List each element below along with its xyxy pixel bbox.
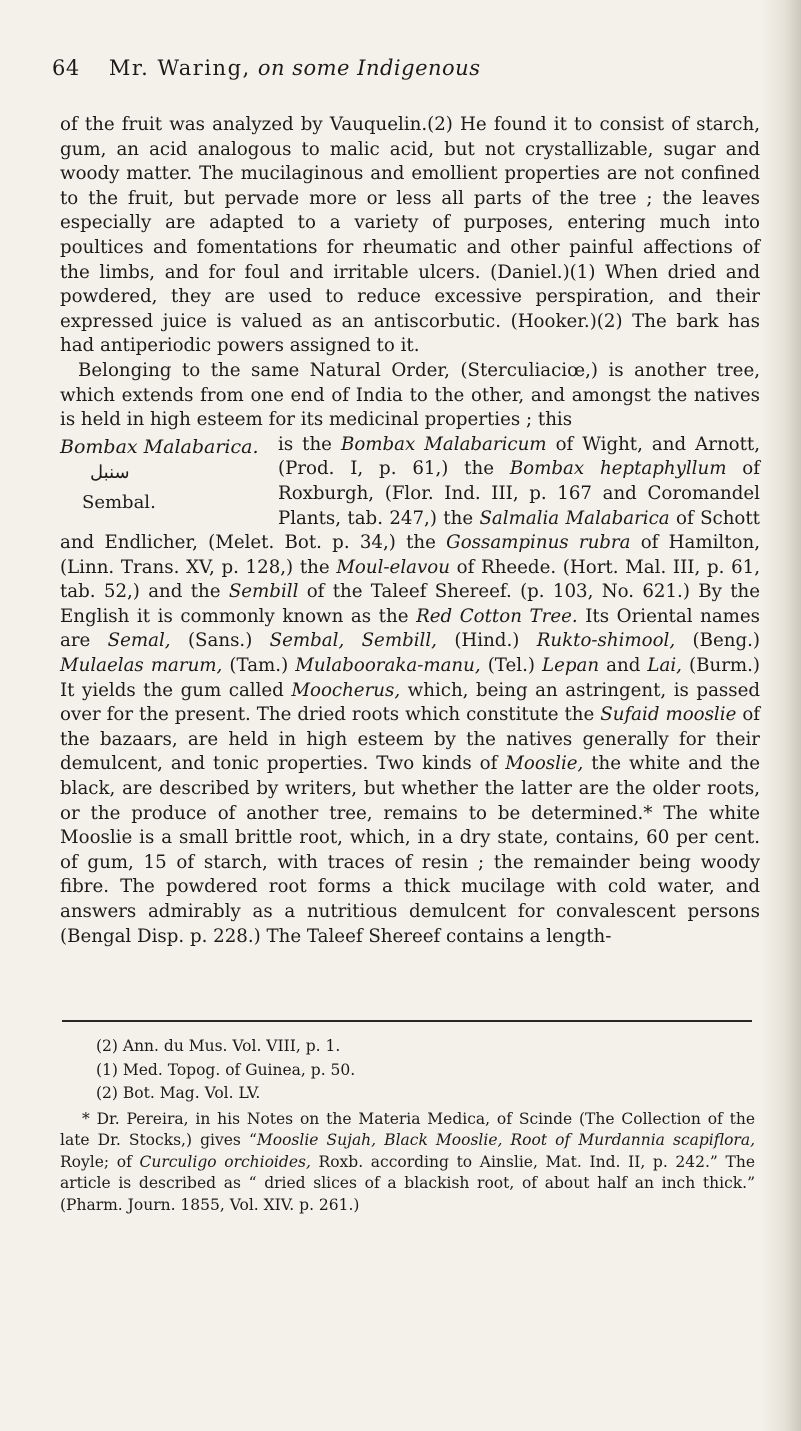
footnote-1: (2) Ann. du Mus. Vol. VIII, p. 1.: [96, 1037, 341, 1055]
running-head: [52, 56, 752, 80]
page-number: 64: [52, 56, 80, 80]
margin-note-name: Sembal.: [82, 491, 156, 513]
margin-note: [60, 435, 270, 515]
paragraph-2-intro: Belonging to the same Natural Order, (Sterculiaciœ,) is another tree, which extends from one end of India to the other, and amongst the natives is held in high esteem for its medicinal properties ; this: [60, 359, 760, 431]
paragraph-1: of the fruit was analyzed by Vauquelin.(2) He found it to consist of starch, gum, an acid analogous to malic acid, but not crystallizable, sugar and woody matter. The mucilaginous and emollient properties are not confined to the fruit, but pervade more or less all parts of the tree ; the leaves especially are adapted to a variety of purposes, entering much into poultices and fomentations for rheumatic and other painful affections of the limbs, and for foul and irritable ulcers. (Daniel.)(1) When dried and powdered, they are used to reduce excessive perspiration, and their expressed juice is valued as an antiscorbutic. (Hooker.)(2) The bark has had antiperiodic powers assigned to it.: [60, 114, 760, 357]
footnote-3: (2) Bot. Mag. Vol. LV.: [96, 1084, 261, 1102]
page-edge-shadow: [761, 0, 801, 1431]
footnote-2: (1) Med. Topog. of Guinea, p. 50.: [96, 1060, 356, 1079]
paragraph-2-body: is the Bombax Malabaricum of Wight, and Arnott, (Prod. I, p. 61,) the Bombax heptaphyllum of Roxburgh, (Flor. Ind. III, p. 167 and Coromandel Plants, tab. 247,) the Salmalia Malabarica of Schott and Endlicher, (Melet. Bot. p. 34,) the Gossampinus rubra of Hamilton, (Linn. Trans. XV, p. 128,) the Moul-elavou of Rheede. (Hort. Mal. III, p. 61, tab. 52,) and the Sembill of the Taleef Shereef. (p. 103, No. 621.) By the English it is commonly known as the Red Cotton Tree. Its Oriental names are Semal, (Sans.) Sembal, Sembill, (Hind.) Rukto-shimool, (Beng.) Mulaelas marum, (Tam.) Mulabooraka-manu, (Tel.) Lepan and Lai, (Burm.) It yields the gum called Moocherus, which, being an astringent, is passed over for the present. The dried roots which constitute the Sufaid mooslie of the bazaars, are held in high esteem by the natives generally for their demulcent, and tonic properties. Two kinds of Mooslie, the white and the black, are described by writers, but whether the latter are the older roots, or the produce of another tree, remains to be determined.* The white Mooslie is a small brittle root, which, in a dry state, contains, 60 per cent. of gum, 15 of starch, with traces of resin ; the remainder being woody fibre. The powdered root forms a thick mucilage with cold water, and answers admirably as a nutritious demulcent for convalescent persons (Bengal Disp. p. 228.) The Taleef Shereef contains a length-: [60, 433, 761, 947]
margin-note-title: Bombax Malabarica.: [60, 435, 259, 458]
footnote-rule: [62, 1020, 752, 1022]
footnote-star: * Dr. Pereira, in his Notes on the Materia Medica, of Scinde (The Collection of the late Dr. Stocks,) gives “Mooslie Sujah, Black Mooslie, Root of Murdannia scapiflora, Royle; of Curculigo orchioides, Roxb. according to Ainslie, Mat. Ind. II, p. 242.” The article is described as “ dried slices of a blackish root, of about half an inch thick.” (Pharm. Journ. 1855, Vol. XIV. p. 261.): [60, 1109, 755, 1214]
footnotes: [60, 1036, 755, 1232]
margin-note-persian-script: سنبل: [90, 461, 130, 483]
running-head-title: on some Indigenous: [257, 56, 481, 80]
running-head-author: Mr. Waring,: [108, 56, 251, 80]
body-text: [60, 113, 760, 949]
